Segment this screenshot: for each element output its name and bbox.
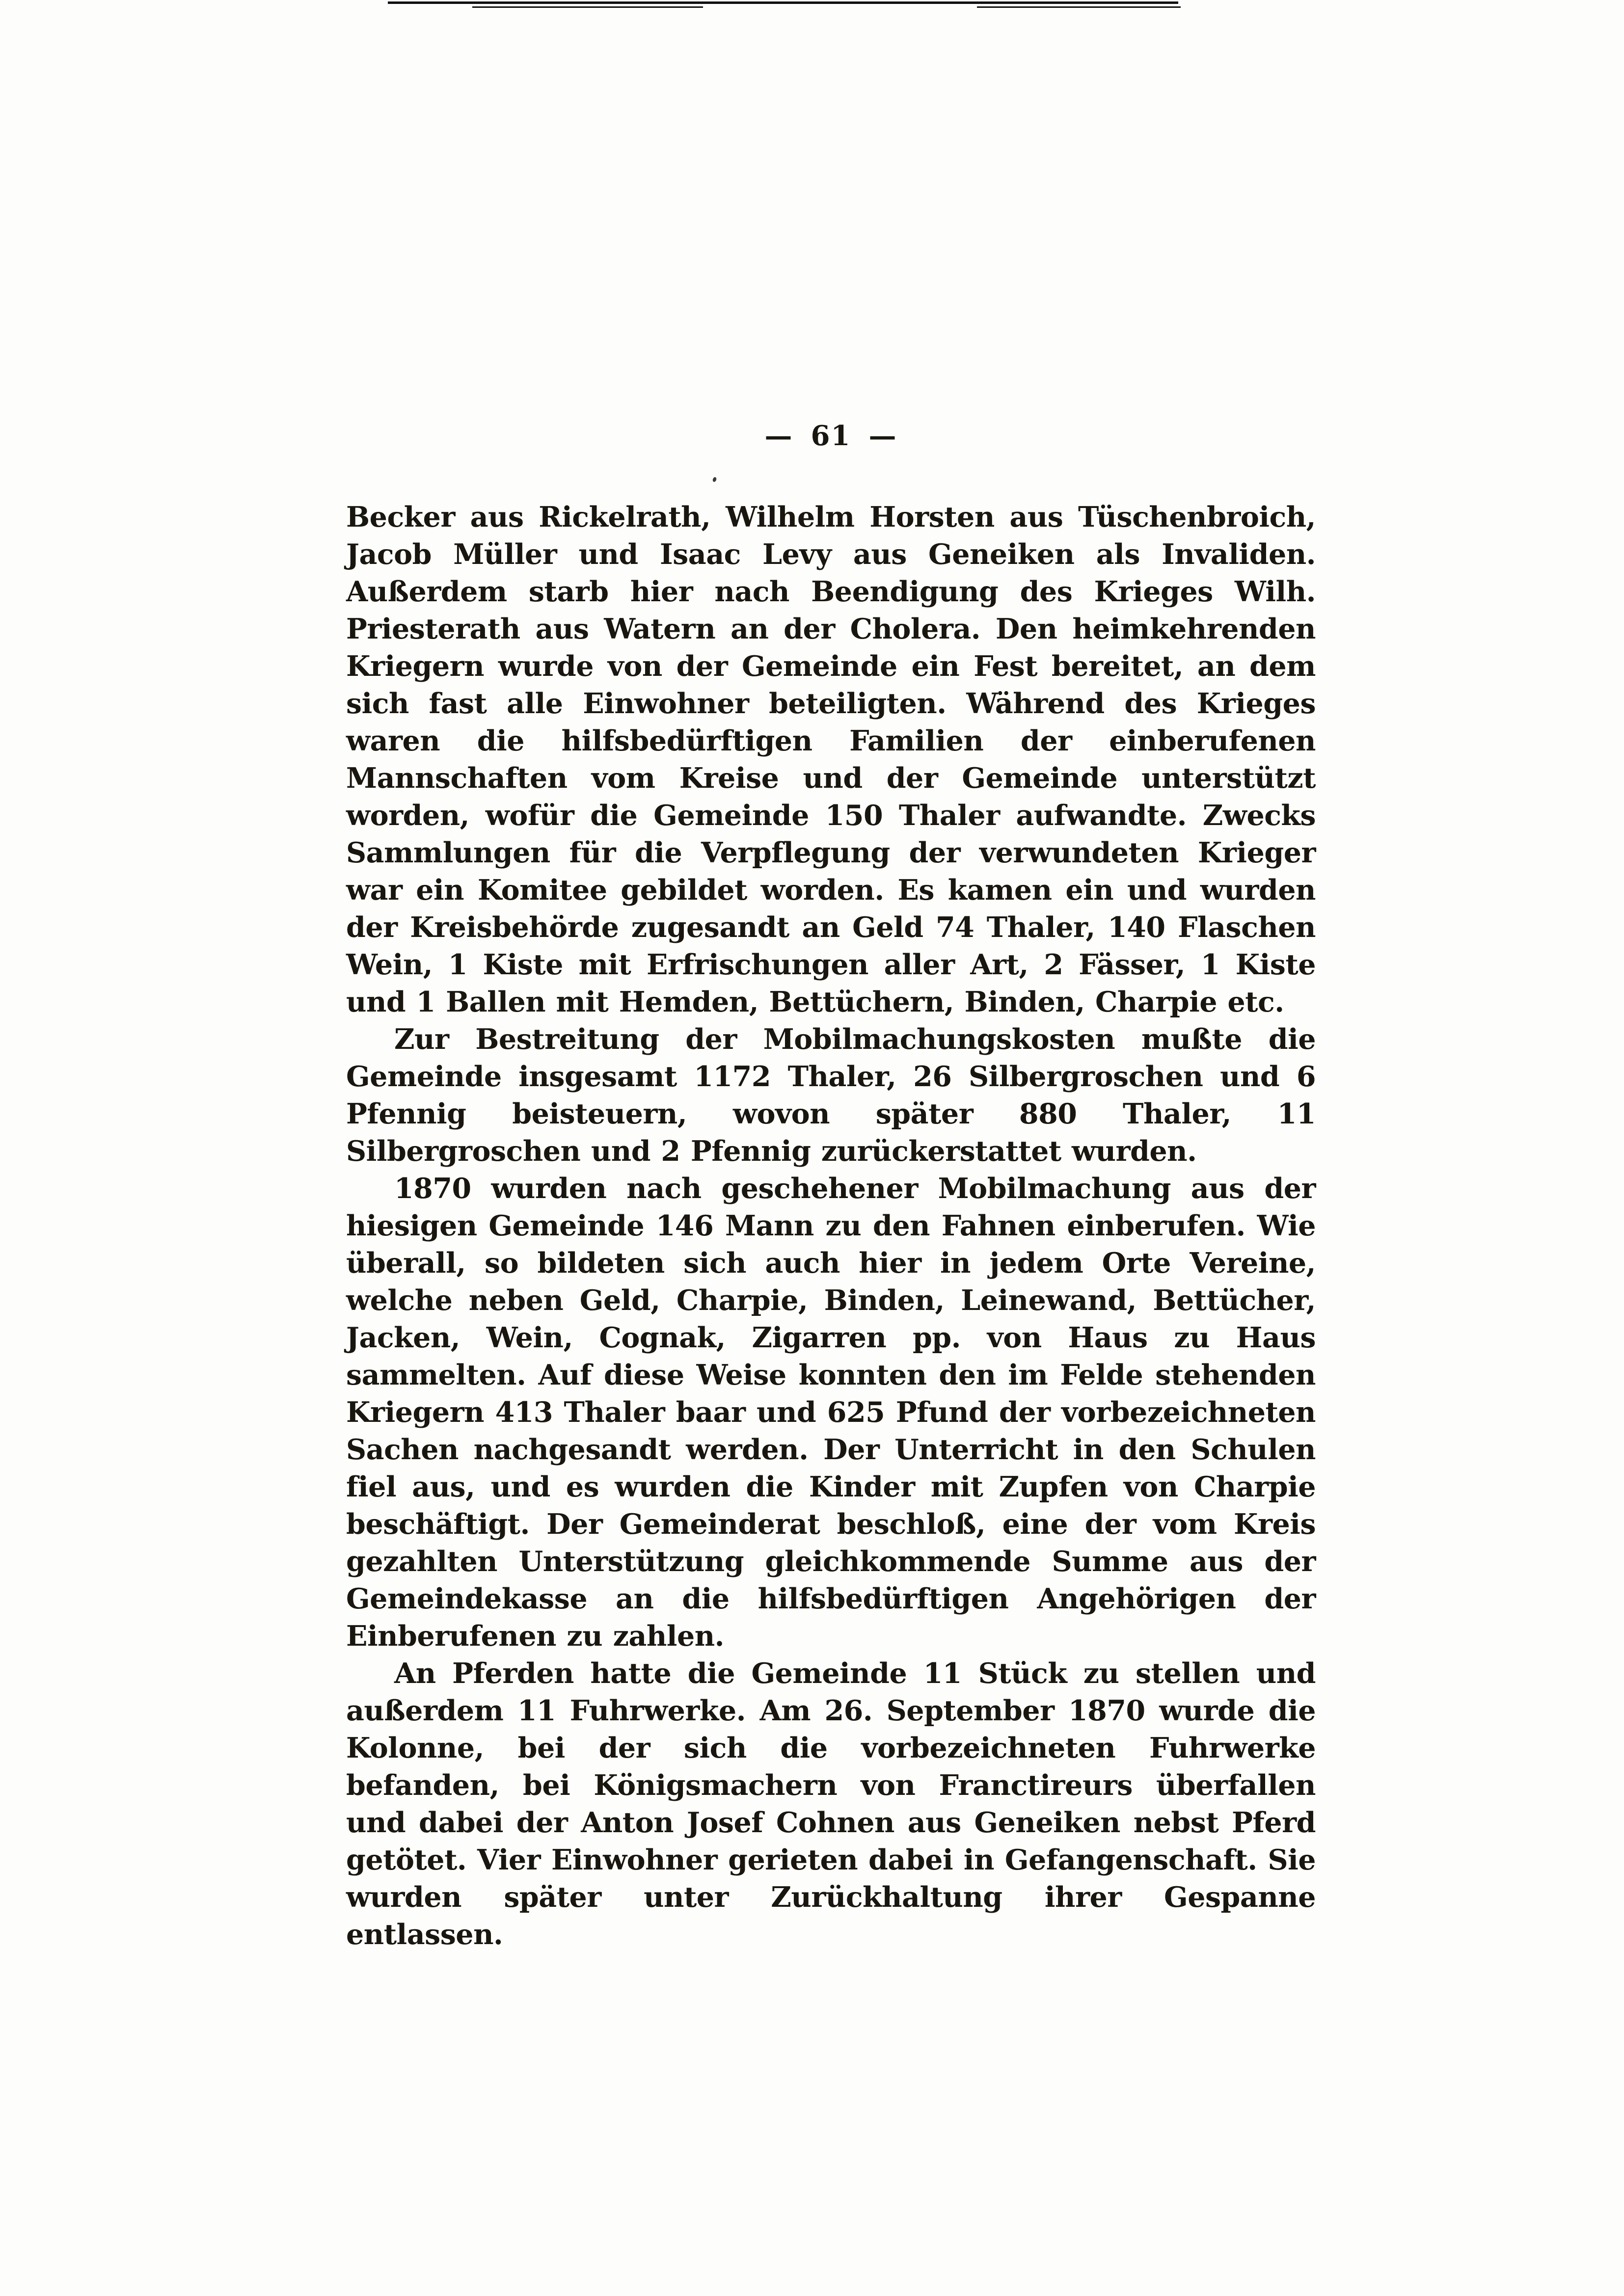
header-dash-right: —	[868, 420, 897, 452]
paragraph-1870-einberufung: 1870 wurden nach geschehener Mobilmachung aus der hiesigen Gemeinde 146 Mann zu den Fahnen einberufen. Wie überall, so bildeten sich auch hier in jedem Orte Vereine, welche neben Geld, Charpie, Binden, Leinewand, Bettücher, Jacken, Wein, Cognak, Zigarren pp. von Haus zu Haus sammelten. Auf diese Weise konnten den im Felde stehenden Kriegern 413 Thaler baar und 625 Pfund der vorbezeichneten Sachen nachgesandt werden. Der Unterricht in den Schulen fiel aus, und es wurden die Kinder mit Zupfen von Charpie beschäftigt. Der Gemeinderat beschloß, eine der vom Kreis gezahlten Unterstützung gleichkommende Summe aus der Gemeindekasse an die hilfsbedürftigen Angehörigen der Einberufenen zu zahlen.	[346, 1172, 1316, 1653]
page-number: 61	[811, 420, 851, 452]
scan-artifact-line	[472, 6, 703, 8]
page-content	[346, 420, 1316, 1953]
scan-artifact-line	[977, 6, 1181, 8]
page-header	[346, 420, 1316, 452]
header-dash-left: —	[764, 420, 793, 452]
paragraph-mobilmachungskosten: Zur Bestreitung der Mobilmachungskosten mußte die Gemeinde insgesamt 1172 Thaler, 26 Silbergroschen und 6 Pfennig beisteuern, wovon später 880 Thaler, 11 Silbergroschen und 2 Pfennig zurückerstattet wurden.	[346, 1023, 1316, 1168]
paragraph-continuation: Becker aus Rickelrath, Wilhelm Horsten aus Tüschenbroich, Jacob Müller und Isaac Levy aus Geneiken als Invaliden. Außerdem starb hier nach Beendigung des Krieges Wilh. Priesterath aus Watern an der Cholera. Den heimkehrenden Kriegern wurde von der Gemeinde ein Fest bereitet, an dem sich fast alle Einwohner beteiligten. Während des Krieges waren die hilfsbedürftigen Familien der einberufenen Mannschaften vom Kreise und der Gemeinde unterstützt worden, wofür die Gemeinde 150 Thaler aufwandte. Zwecks Sammlungen für die Verpflegung der verwundeten Krieger war ein Komitee gebildet worden. Es kamen ein und wurden der Kreisbehörde zugesandt an Geld 74 Thaler, 140 Flaschen Wein, 1 Kiste mit Erfrischungen aller Art, 2 Fässer, 1 Kiste und 1 Ballen mit Hemden, Bettüchern, Binden, Charpie etc.	[346, 501, 1316, 1018]
paragraph-pferde-fuhrwerke: An Pferden hatte die Gemeinde 11 Stück zu stellen und außerdem 11 Fuhrwerke. Am 26. September 1870 wurde die Kolonne, bei der sich die vorbezeichneten Fuhrwerke befanden, bei Königsmachern von Franctireurs überfallen und dabei der Anton Josef Cohnen aus Geneiken nebst Pferd getötet. Vier Einwohner gerieten dabei in Gefangenschaft. Sie wurden später unter Zurückhaltung ihrer Gespanne entlassen.	[346, 1657, 1316, 1951]
scan-artifact-line	[388, 1, 1178, 4]
